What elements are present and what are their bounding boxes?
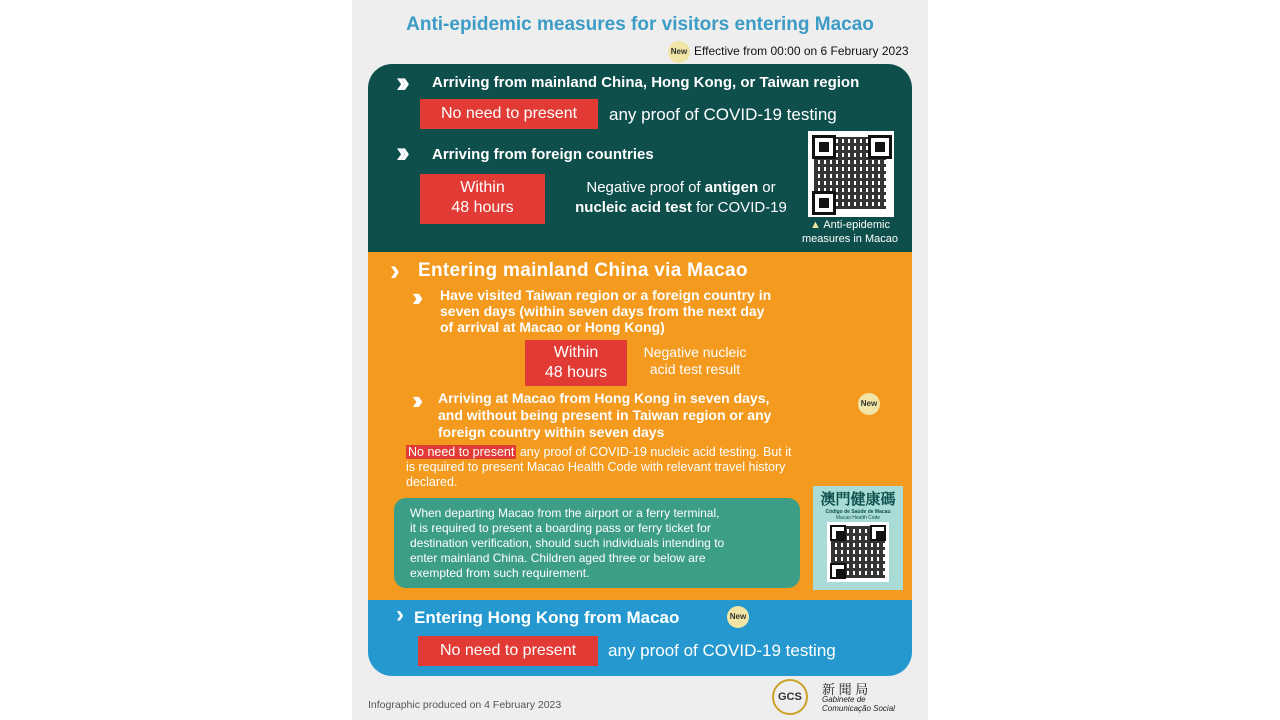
section-mainland [368, 252, 912, 612]
badge-line: Within [553, 344, 599, 361]
section3-heading: Entering mainland China via Macao [418, 260, 748, 281]
sub1-heading [440, 287, 771, 335]
section4-heading: Entering Hong Kong from Macao [414, 608, 680, 627]
section4-text: any proof of COVID-19 testing [608, 641, 836, 660]
note-line: it is required to present a boarding pass or ferry ticket for [410, 521, 711, 535]
sub1-badge [525, 340, 627, 386]
new-badge: New [668, 41, 690, 63]
text-bold: antigen [704, 179, 759, 196]
section1-text: any proof of COVID-19 testing [609, 105, 837, 124]
logo-line: Comunicação Social [822, 704, 895, 713]
logo-portuguese [822, 695, 895, 713]
chevron-icon: › [390, 254, 394, 287]
sub2-text [406, 445, 876, 490]
logo-letters: GCS [778, 691, 802, 703]
double-chevron-icon: ›› [412, 282, 418, 312]
heading-line: seven days (within seven days from the next day [440, 303, 765, 319]
note-line: exempted from such requirement. [410, 566, 590, 580]
badge-line: 48 hours [544, 364, 608, 381]
double-chevron-icon: ›› [396, 136, 404, 169]
qr-code-icon [827, 522, 889, 582]
heading-line: of arrival at Macao or Hong Kong) [440, 319, 665, 335]
qr-caption [788, 218, 912, 246]
effective-date: Effective from 00:00 on 6 February 2023 [694, 44, 909, 58]
caption-line: measures in Macao [802, 233, 898, 245]
effective-date-row [668, 41, 909, 61]
logo-chinese: 新 聞 局 [822, 682, 869, 697]
text-bold: nucleic acid test [575, 199, 692, 216]
section-hongkong [368, 600, 912, 676]
text-line: acid test result [649, 361, 741, 377]
page-title: Anti-epidemic measures for visitors entering Macao [406, 14, 874, 35]
badge-line: Within [460, 179, 505, 196]
double-chevron-icon: ›› [412, 385, 418, 415]
text-part: any proof of COVID-19 nucleic acid testing. But it [519, 445, 792, 459]
caption-line: Anti-epidemic [823, 219, 890, 231]
new-badge: New [727, 606, 749, 628]
health-code-title: 澳門健康碼 [820, 491, 896, 508]
text-part: Negative proof of [586, 179, 705, 196]
double-chevron-icon: ›› [396, 66, 404, 99]
produced-date: Infographic produced on 4 February 2023 [368, 699, 562, 711]
sub2-heading [438, 390, 771, 441]
section2-heading: Arriving from foreign countries [432, 146, 654, 163]
section1-heading: Arriving from mainland China, Hong Kong, or Taiwan region [432, 74, 860, 91]
new-badge: New [858, 393, 880, 415]
logo-line: Gabinete de [822, 695, 866, 704]
chevron-icon: › [396, 601, 398, 628]
note-line: When departing Macao from the airport or a ferry terminal, [410, 506, 720, 520]
text-part: or [758, 179, 776, 196]
health-code-sub: Código de Saúde de Macau [825, 509, 891, 515]
text-line: is required to present Macao Health Code with relevant travel history [406, 460, 786, 474]
text-line: declared. [406, 475, 458, 489]
section1-badge: No need to present [420, 99, 598, 129]
note-line: enter mainland China. Children aged three or below are [410, 551, 706, 565]
badge-line: 48 hours [451, 199, 514, 216]
section2-text [556, 178, 806, 218]
heading-line: foreign country within seven days [438, 424, 665, 440]
sub2-badge: No need to present [408, 445, 515, 459]
heading-line: Arriving at Macao from Hong Kong in seven days, [438, 390, 770, 406]
section2-badge [420, 174, 545, 224]
departure-note [394, 498, 800, 588]
infographic [352, 0, 928, 720]
qr-code-icon[interactable] [808, 131, 894, 217]
text-part: for COVID-19 [691, 199, 787, 216]
sub1-text [630, 344, 760, 378]
health-code-sub: Macao Health Code [835, 515, 881, 521]
heading-line: Have visited Taiwan region or a foreign country in [440, 287, 772, 303]
heading-line: and without being present in Taiwan region or any [438, 407, 772, 423]
section4-badge: No need to present [418, 636, 598, 666]
warning-triangle-icon: ▲ [810, 219, 821, 231]
health-code-card[interactable] [813, 486, 903, 590]
gcs-logo [772, 677, 922, 717]
section-arriving [368, 64, 912, 279]
text-line: Negative nucleic [643, 344, 747, 360]
note-line: destination verification, should such individuals intending to [410, 536, 725, 550]
